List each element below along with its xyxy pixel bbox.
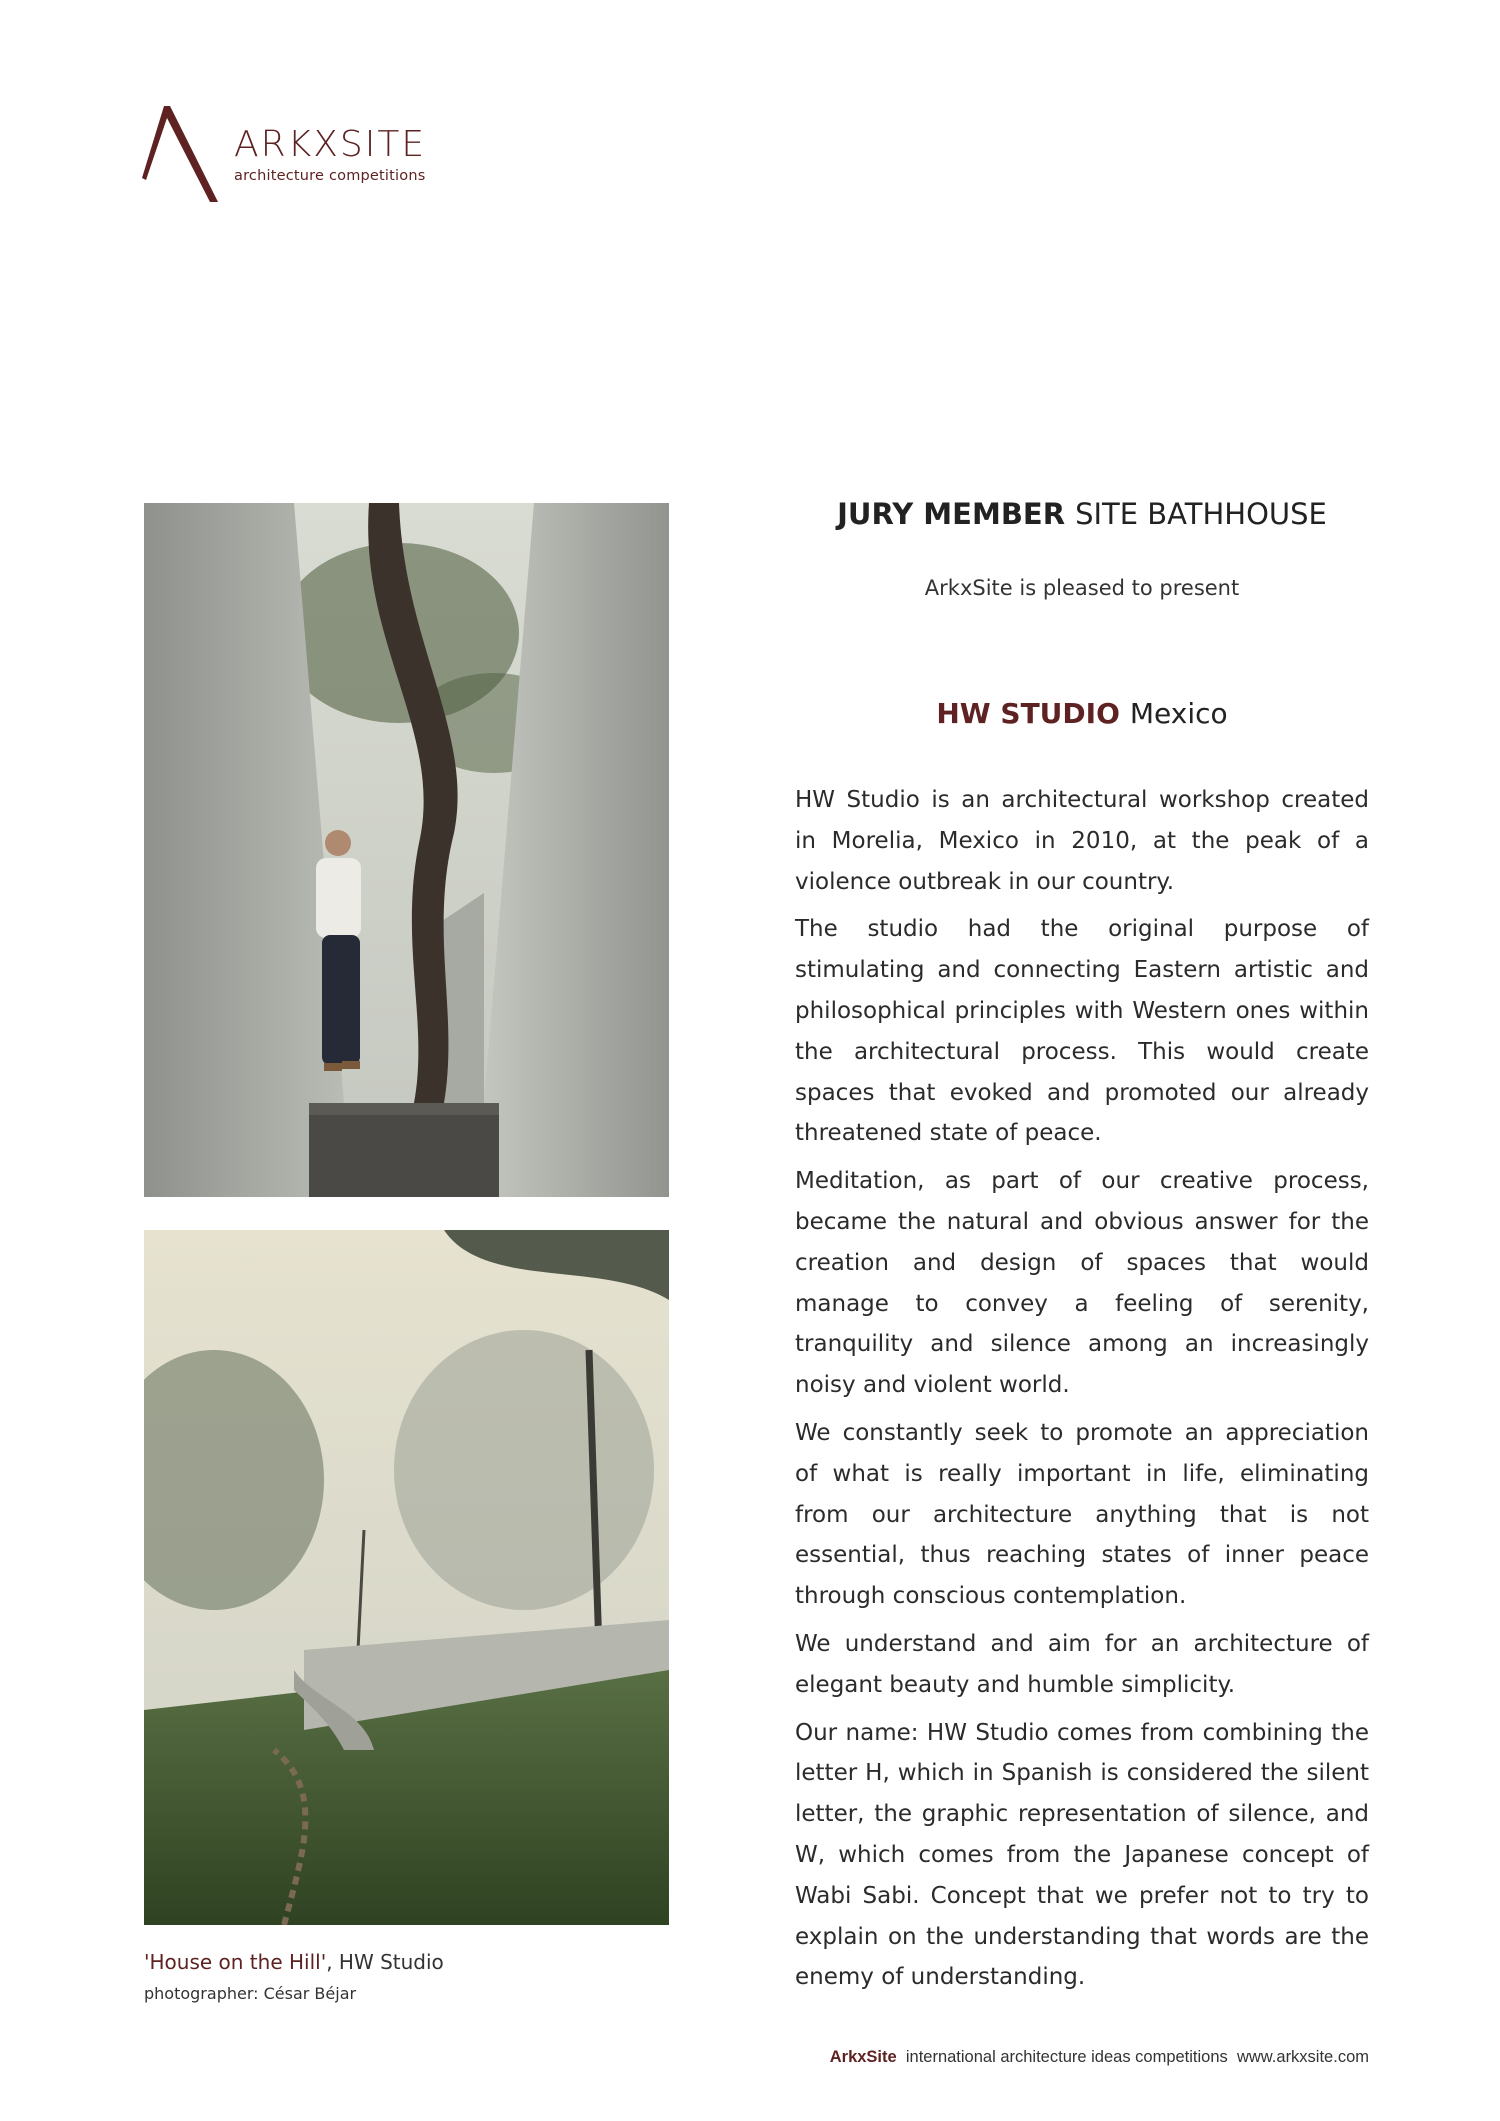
caption-author: , HW Studio [326,1950,444,1974]
page-heading [795,497,1369,531]
studio-title [795,697,1369,730]
photographer-credit: photographer: César Béjar [144,1984,357,2003]
paragraph: HW Studio is an architectural workshop created in Morelia, Mexico in 2010, at the peak of a violence outbreak in our country. [795,787,1369,895]
paragraph: We constantly seek to promote an appreciation of what is really important in life, eliminating from our architecture anything that is not essential, thus reaching states of inner peace through conscious contemplation. [795,1419,1369,1610]
footer-text: international architecture ideas competitions [905,2048,1228,2066]
paragraph: Meditation, as part of our creative process, became the natural and obvious answer for the creation and design of spaces that would manage to convey a feeling of serenity, tranquility and silence among an increasingly noisy and violent world. [795,1168,1369,1399]
heading-label: JURY MEMBER [837,497,1066,531]
footer-url[interactable]: www.arkxsite.com [1236,2048,1369,2066]
photo-caption [144,1950,444,1974]
intro-line: ArkxSite is pleased to present [924,576,1240,600]
footer [795,2048,1369,2067]
arkxsite-logo [142,104,432,204]
logo-name: ARKXSITE [234,124,427,165]
studio-name: HW STUDIO [936,697,1120,730]
logo-triangle-icon [142,104,222,204]
landscape-photo [144,1230,669,1925]
paragraph: We understand and aim for an architecture of elegant beauty and humble simplicity. [795,1630,1369,1698]
portrait-photo [144,503,669,1197]
paragraph: The studio had the original purpose of stimulating and connecting Eastern artistic and philosophical principles with Western ones within the architectural process. This would create spaces that evoked and promoted our already threatened state of peace. [795,916,1369,1147]
studio-country: Mexico [1129,697,1228,730]
heading-project: SITE BATHHOUSE [1075,497,1327,531]
studio-description [795,780,1369,2005]
caption-title: 'House on the Hill' [144,1950,327,1974]
logo-tagline: architecture competitions [234,168,426,184]
paragraph: Our name: HW Studio comes from combining the letter H, which in Spanish is considered the silent letter, the graphic representation of silence, and W, which comes from the Japanese concept of Wabi Sabi. Concept that we prefer not to try to explain on the understanding that words are the enemy of understanding. [795,1719,1369,1991]
footer-brand: ArkxSite [829,2048,897,2066]
